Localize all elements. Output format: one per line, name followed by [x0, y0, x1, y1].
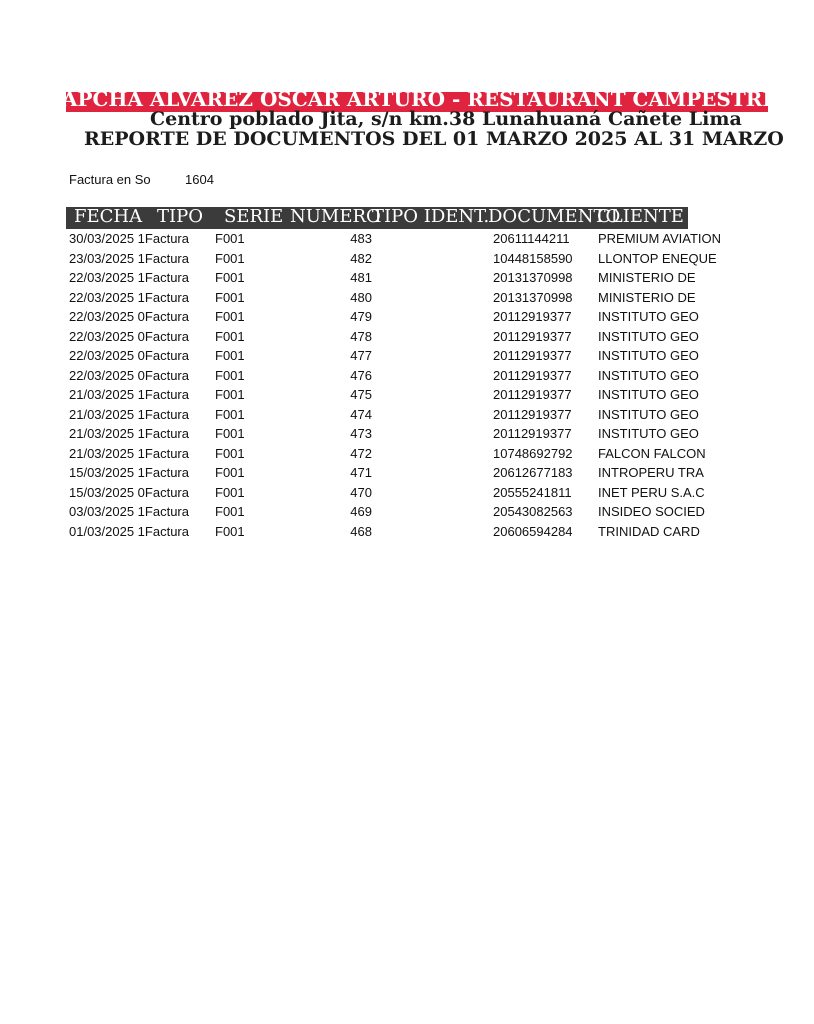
cell-fecha-tipo: 21/03/2025 1Factura: [69, 406, 189, 422]
cell-fecha-tipo: 22/03/2025 1Factura: [69, 289, 189, 305]
table-row: [66, 229, 722, 249]
cell-documento: 20112919377: [493, 406, 572, 422]
cell-documento: 20112919377: [493, 426, 572, 441]
header-tipo-ident: TIPO IDENT.: [372, 206, 490, 227]
company-address: Centro poblado Jita, s/n km.38 Lunahuaná Cañete Lima: [150, 108, 742, 130]
header-numero: NUMERO: [290, 206, 381, 227]
cell-numero: 483: [350, 231, 372, 246]
cell-documento: 20611144211: [493, 231, 570, 246]
cell-serie: F001: [215, 309, 245, 324]
cell-numero: 478: [350, 328, 372, 344]
cell-fecha-tipo: 15/03/2025 1Factura: [69, 465, 189, 480]
cell-fecha-tipo: 21/03/2025 1Factura: [69, 387, 189, 402]
table-row: [66, 385, 699, 405]
table-row: [66, 346, 699, 366]
header-documento: DOCUMENTO: [488, 206, 621, 227]
report-title: [66, 127, 784, 153]
cell-fecha-tipo: 21/03/2025 1Factura: [69, 445, 189, 461]
cell-documento: 20112919377: [493, 387, 572, 402]
cell-numero: 476: [350, 367, 372, 383]
table-header: [66, 207, 688, 229]
cell-serie: F001: [215, 426, 245, 441]
cell-serie: F001: [215, 367, 245, 383]
cell-fecha-tipo: 22/03/2025 0Factura: [69, 367, 189, 383]
report-title-text: REPORTE DE DOCUMENTOS DEL 01 MARZO 2025 AL 31 MARZO: [84, 128, 784, 150]
cell-documento: 20131370998: [493, 289, 573, 305]
table-row: [66, 444, 706, 464]
cell-documento: 20112919377: [493, 348, 572, 363]
cell-numero: 481: [350, 270, 372, 285]
table-row: [66, 463, 704, 483]
table-body: [66, 229, 722, 543]
cell-cliente: INSIDEO SOCIED: [598, 504, 705, 519]
table-row: [66, 483, 705, 503]
cell-documento: 20555241811: [493, 484, 572, 500]
cell-cliente: TRINIDAD CARD: [598, 523, 700, 539]
cell-serie: F001: [215, 484, 245, 500]
cell-fecha-tipo: 22/03/2025 0Factura: [69, 328, 189, 344]
cell-numero: 482: [350, 250, 372, 266]
table-row: [66, 405, 699, 425]
table-row: [66, 366, 699, 386]
cell-cliente: INET PERU S.A.C: [598, 484, 705, 500]
cell-cliente: INSTITUTO GEO: [598, 426, 699, 441]
cell-fecha-tipo: 30/03/2025 1Factura: [69, 231, 189, 246]
cell-cliente: MINISTERIO DE: [598, 270, 696, 285]
table-row: [66, 268, 696, 288]
cell-serie: F001: [215, 465, 245, 480]
cell-cliente: INSTITUTO GEO: [598, 406, 699, 422]
table-row: [66, 424, 699, 444]
cell-serie: F001: [215, 523, 245, 539]
table-row: [66, 327, 699, 347]
cell-serie: F001: [215, 504, 245, 519]
cell-numero: 477: [350, 348, 372, 363]
cell-numero: 475: [350, 387, 372, 402]
cell-cliente: LLONTOP ENEQUE: [598, 250, 717, 266]
cell-fecha-tipo: 22/03/2025 1Factura: [69, 270, 189, 285]
cell-cliente: MINISTERIO DE: [598, 289, 696, 305]
cell-cliente: FALCON FALCON: [598, 445, 706, 461]
table-row: [66, 249, 717, 269]
cell-serie: F001: [215, 231, 245, 246]
cell-serie: F001: [215, 250, 245, 266]
cell-numero: 480: [350, 289, 372, 305]
cell-cliente: INSTITUTO GEO: [598, 387, 699, 402]
cell-serie: F001: [215, 348, 245, 363]
table-row: [66, 288, 696, 308]
cell-serie: F001: [215, 328, 245, 344]
table-row: [66, 307, 699, 327]
table-row: [66, 522, 700, 542]
header-serie: SERIE: [224, 206, 284, 227]
cell-fecha-tipo: 03/03/2025 1Factura: [69, 504, 189, 519]
cell-fecha-tipo: 01/03/2025 1Factura: [69, 523, 189, 539]
cell-serie: F001: [215, 270, 245, 285]
cell-fecha-tipo: 22/03/2025 0Factura: [69, 309, 189, 324]
header-tipo: TIPO: [157, 206, 203, 227]
summary-value: 1604: [185, 172, 214, 187]
cell-serie: F001: [215, 406, 245, 422]
cell-serie: F001: [215, 289, 245, 305]
cell-numero: 469: [350, 504, 372, 519]
cell-fecha-tipo: 22/03/2025 0Factura: [69, 348, 189, 363]
cell-numero: 473: [350, 426, 372, 441]
cell-documento: 20606594284: [493, 523, 573, 539]
cell-serie: F001: [215, 445, 245, 461]
cell-documento: 20131370998: [493, 270, 573, 285]
cell-documento: 10448158590: [493, 250, 573, 266]
cell-documento: 20612677183: [493, 465, 573, 480]
cell-cliente: INSTITUTO GEO: [598, 328, 699, 344]
cell-cliente: PREMIUM AVIATION: [598, 231, 722, 246]
cell-documento: 20112919377: [493, 328, 572, 344]
company-name: APCHA ALVAREZ OSCAR ARTURO - RESTAURANT CAMPESTRE EL: [62, 87, 814, 111]
cell-serie: F001: [215, 387, 245, 402]
cell-documento: 10748692792: [493, 445, 573, 461]
cell-fecha-tipo: 15/03/2025 0Factura: [69, 484, 189, 500]
summary-label: Factura en So: [69, 172, 151, 187]
cell-numero: 474: [350, 406, 372, 422]
cell-cliente: INTROPERU TRA: [598, 465, 704, 480]
header-fecha: FECHA: [74, 206, 143, 227]
cell-fecha-tipo: 23/03/2025 1Factura: [69, 250, 189, 266]
cell-numero: 468: [350, 523, 372, 539]
cell-numero: 471: [350, 465, 372, 480]
table-row: [66, 502, 705, 522]
cell-cliente: INSTITUTO GEO: [598, 348, 699, 363]
cell-cliente: INSTITUTO GEO: [598, 367, 699, 383]
cell-fecha-tipo: 21/03/2025 1Factura: [69, 426, 189, 441]
cell-documento: 20112919377: [493, 309, 572, 324]
cell-documento: 20543082563: [493, 504, 573, 519]
cell-numero: 472: [350, 445, 372, 461]
header-cliente: CLIENTE: [597, 206, 684, 227]
cell-numero: 470: [350, 484, 372, 500]
cell-documento: 20112919377: [493, 367, 572, 383]
cell-numero: 479: [350, 309, 372, 324]
cell-cliente: INSTITUTO GEO: [598, 309, 699, 324]
